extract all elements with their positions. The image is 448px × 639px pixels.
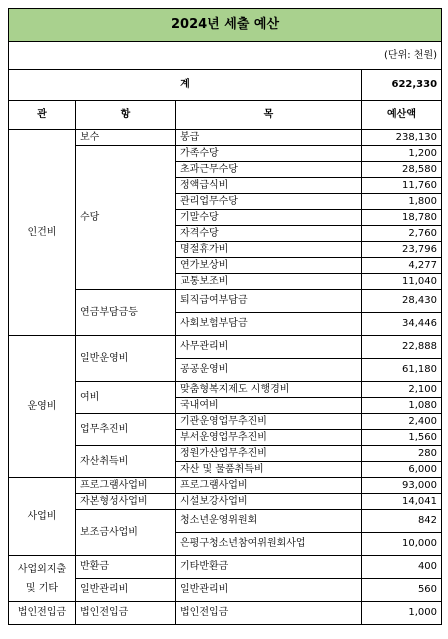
amount-cell: 10,000 (362, 533, 442, 556)
mok-cell: 공공운영비 (176, 359, 362, 382)
amount-cell: 11,760 (362, 178, 442, 194)
mok-cell: 사무관리비 (176, 336, 362, 359)
amount-cell: 1,200 (362, 146, 442, 162)
amount-cell: 238,130 (362, 130, 442, 146)
total-value: 622,330 (362, 70, 442, 101)
amount-cell: 11,040 (362, 274, 442, 290)
amount-cell: 842 (362, 510, 442, 533)
unit-label: (단위: 천원) (9, 42, 442, 70)
mok-cell: 프로그램사업비 (176, 478, 362, 494)
mok-cell: 맞춤형복지제도 시행경비 (176, 382, 362, 398)
mok-cell: 은평구청소년참여위원회사업 (176, 533, 362, 556)
mok-cell: 청소년운영위원회 (176, 510, 362, 533)
amount-cell: 560 (362, 579, 442, 602)
amount-cell: 2,760 (362, 226, 442, 242)
header-row (9, 101, 442, 130)
header-hang: 항 (76, 101, 176, 130)
table-row (9, 602, 442, 625)
budget-table (8, 8, 442, 625)
mok-cell: 기관운영업무추진비 (176, 414, 362, 430)
gwan-cell: 인건비 (9, 130, 76, 336)
mok-cell: 일반관리비 (176, 579, 362, 602)
amount-cell: 22,888 (362, 336, 442, 359)
hang-cell: 업무추진비 (76, 414, 176, 446)
hang-cell: 법인전입금 (76, 602, 176, 625)
mok-cell: 명절휴가비 (176, 242, 362, 258)
header-gwan: 관 (9, 101, 76, 130)
amount-cell: 28,580 (362, 162, 442, 178)
hang-cell: 보조금사업비 (76, 510, 176, 556)
amount-cell: 6,000 (362, 462, 442, 478)
hang-cell: 수당 (76, 146, 176, 290)
header-amount: 예산액 (362, 101, 442, 130)
mok-cell: 자산 및 물품취득비 (176, 462, 362, 478)
amount-cell: 14,041 (362, 494, 442, 510)
header-mok: 목 (176, 101, 362, 130)
amount-cell: 4,277 (362, 258, 442, 274)
hang-cell: 보수 (76, 130, 176, 146)
total-row (9, 70, 442, 101)
hang-cell: 반환금 (76, 556, 176, 579)
mok-cell: 시설보강사업비 (176, 494, 362, 510)
mok-cell: 초과근무수당 (176, 162, 362, 178)
gwan-cell: 운영비 (9, 336, 76, 478)
amount-cell: 28,430 (362, 290, 442, 313)
amount-cell: 400 (362, 556, 442, 579)
mok-cell: 기말수당 (176, 210, 362, 226)
mok-cell: 자격수당 (176, 226, 362, 242)
mok-cell: 정액급식비 (176, 178, 362, 194)
hang-cell: 프로그램사업비 (76, 478, 176, 494)
mok-cell: 교통보조비 (176, 274, 362, 290)
mok-cell: 봉급 (176, 130, 362, 146)
mok-cell: 법인전입금 (176, 602, 362, 625)
amount-cell: 23,796 (362, 242, 442, 258)
amount-cell: 34,446 (362, 313, 442, 336)
amount-cell: 2,100 (362, 382, 442, 398)
table-row (9, 130, 442, 146)
total-label: 계 (9, 70, 362, 101)
hang-cell: 일반관리비 (76, 579, 176, 602)
mok-cell: 퇴직급여부담금 (176, 290, 362, 313)
gwan-cell: 법인전입금 (9, 602, 76, 625)
amount-cell: 1,560 (362, 430, 442, 446)
mok-cell: 사회보험부담금 (176, 313, 362, 336)
amount-cell: 280 (362, 446, 442, 462)
hang-cell: 여비 (76, 382, 176, 414)
table-row (9, 336, 442, 359)
hang-cell: 일반운영비 (76, 336, 176, 382)
amount-cell: 1,080 (362, 398, 442, 414)
table-row (9, 478, 442, 494)
gwan-cell: 사업비 (9, 478, 76, 556)
mok-cell: 기타반환금 (176, 556, 362, 579)
hang-cell: 자본형성사업비 (76, 494, 176, 510)
amount-cell: 61,180 (362, 359, 442, 382)
hang-cell: 자산취득비 (76, 446, 176, 478)
page-title: 2024년 세출 예산 (9, 9, 442, 42)
amount-cell: 18,780 (362, 210, 442, 226)
gwan-cell: 사업외지출 및 기타 (9, 556, 76, 602)
table-row (9, 556, 442, 579)
unit-row (9, 42, 442, 70)
amount-cell: 2,400 (362, 414, 442, 430)
mok-cell: 관리업무수당 (176, 194, 362, 210)
hang-cell: 연금부담금등 (76, 290, 176, 336)
mok-cell: 국내여비 (176, 398, 362, 414)
amount-cell: 1,800 (362, 194, 442, 210)
amount-cell: 1,000 (362, 602, 442, 625)
mok-cell: 가족수당 (176, 146, 362, 162)
title-row (9, 9, 442, 42)
amount-cell: 93,000 (362, 478, 442, 494)
mok-cell: 연가보상비 (176, 258, 362, 274)
mok-cell: 부서운영업무추진비 (176, 430, 362, 446)
mok-cell: 정원가산업무추진비 (176, 446, 362, 462)
